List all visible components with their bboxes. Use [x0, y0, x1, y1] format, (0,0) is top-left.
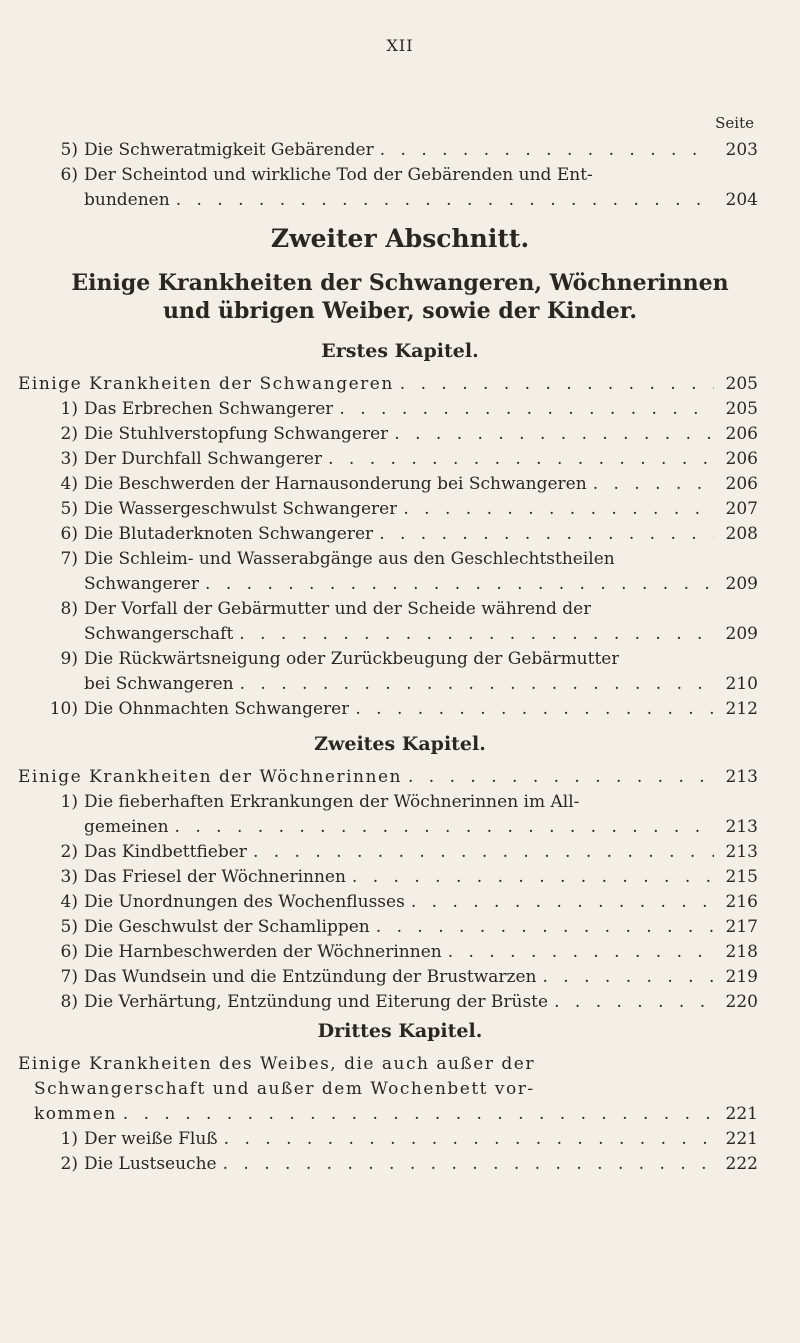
toc-group-continuation: Schwangerschaft und außer dem Wochenbett vor-	[34, 1079, 535, 1099]
toc-entry-continuation: Schwangerer . . . 209	[48, 572, 758, 597]
toc-entry: 8) Der Vorfall der Gebärmutter und der Scheide während der	[60, 599, 592, 619]
toc-entry: 5) Die Wassergeschwulst Schwangerer . . . 207	[48, 497, 758, 522]
toc-entry: 5) Die Schweratmigkeit Gebärender . . . 203	[48, 138, 758, 163]
toc-entry: 6) Die Harnbeschwerden der Wöchnerinnen . . . 218	[48, 940, 758, 965]
toc-top	[48, 138, 758, 213]
page-number: XII	[386, 36, 414, 55]
chapter-3-list	[18, 1052, 758, 1177]
toc-entry: 4) Die Beschwerden der Harnausonderung bei Schwangeren . . . 206	[48, 472, 758, 497]
toc-entry-continuation: Schwangerschaft . . . 209	[48, 622, 758, 647]
toc-entry: 2) Das Kindbettfieber . . . 213	[48, 840, 758, 865]
toc-group: Einige Krankheiten der Schwangeren . . . 205	[18, 372, 758, 397]
toc-group: Einige Krankheiten der Wöchnerinnen . . . 213	[18, 765, 758, 790]
toc-entry: 6) Der Scheintod und wirkliche Tod der Gebärenden und Ent-	[60, 165, 593, 185]
toc-entry: 7) Das Wundsein und die Entzündung der Brustwarzen . . . 219	[48, 965, 758, 990]
chapter-title: Erstes Kapitel.	[321, 340, 479, 362]
chapter-title: Zweites Kapitel.	[314, 733, 486, 755]
toc-entry-continuation: bundenen . . . 204	[48, 188, 758, 213]
section-title: Zweiter Abschnitt.	[270, 224, 530, 253]
chapter-title: Drittes Kapitel.	[317, 1020, 483, 1042]
section-subtitle-line1: Einige Krankheiten der Schwangeren, Wöchnerinnen	[71, 270, 729, 296]
toc-entry: 9) Die Rückwärtsneigung oder Zurückbeugung der Gebärmutter	[60, 649, 620, 669]
toc-entry: 3) Der Durchfall Schwangerer . . . 206	[48, 447, 758, 472]
toc-entry: 3) Das Friesel der Wöchnerinnen . . . 215	[48, 865, 758, 890]
toc-entry: 10) Die Ohnmachten Schwangerer . . . 212	[48, 697, 758, 722]
toc-entry: 2) Die Lustseuche . . . 222	[48, 1152, 758, 1177]
chapter-2-list	[18, 765, 758, 1015]
toc-entry: 2) Die Stuhlverstopfung Schwangerer . . . 206	[48, 422, 758, 447]
toc-group-continuation: kommen . . . 221	[18, 1102, 758, 1127]
chapter-1-list	[18, 372, 758, 722]
toc-entry: 7) Die Schleim- und Wasserabgänge aus den Geschlechtstheilen	[60, 549, 615, 569]
toc-entry: 5) Die Geschwulst der Schamlippen . . . 217	[48, 915, 758, 940]
toc-entry: 1) Der weiße Fluß . . . 221	[48, 1127, 758, 1152]
toc-entry: 1) Das Erbrechen Schwangerer . . . 205	[48, 397, 758, 422]
toc-entry: 1) Die fieberhaften Erkrankungen der Wöchnerinnen im All-	[60, 792, 580, 812]
toc-entry: 4) Die Unordnungen des Wochenflusses . . . 216	[48, 890, 758, 915]
section-subtitle-line2: und übrigen Weiber, sowie der Kinder.	[162, 298, 638, 324]
toc-entry: 8) Die Verhärtung, Entzündung und Eiterung der Brüste . . . 220	[48, 990, 758, 1015]
toc-entry-continuation: gemeinen . . . 213	[48, 815, 758, 840]
toc-entry-continuation: bei Schwangeren . . . 210	[48, 672, 758, 697]
toc-entry: 6) Die Blutaderknoten Schwangerer . . . 208	[48, 522, 758, 547]
toc-group: Einige Krankheiten des Weibes, die auch außer der	[18, 1054, 535, 1074]
seite-label: Seite	[715, 114, 754, 132]
